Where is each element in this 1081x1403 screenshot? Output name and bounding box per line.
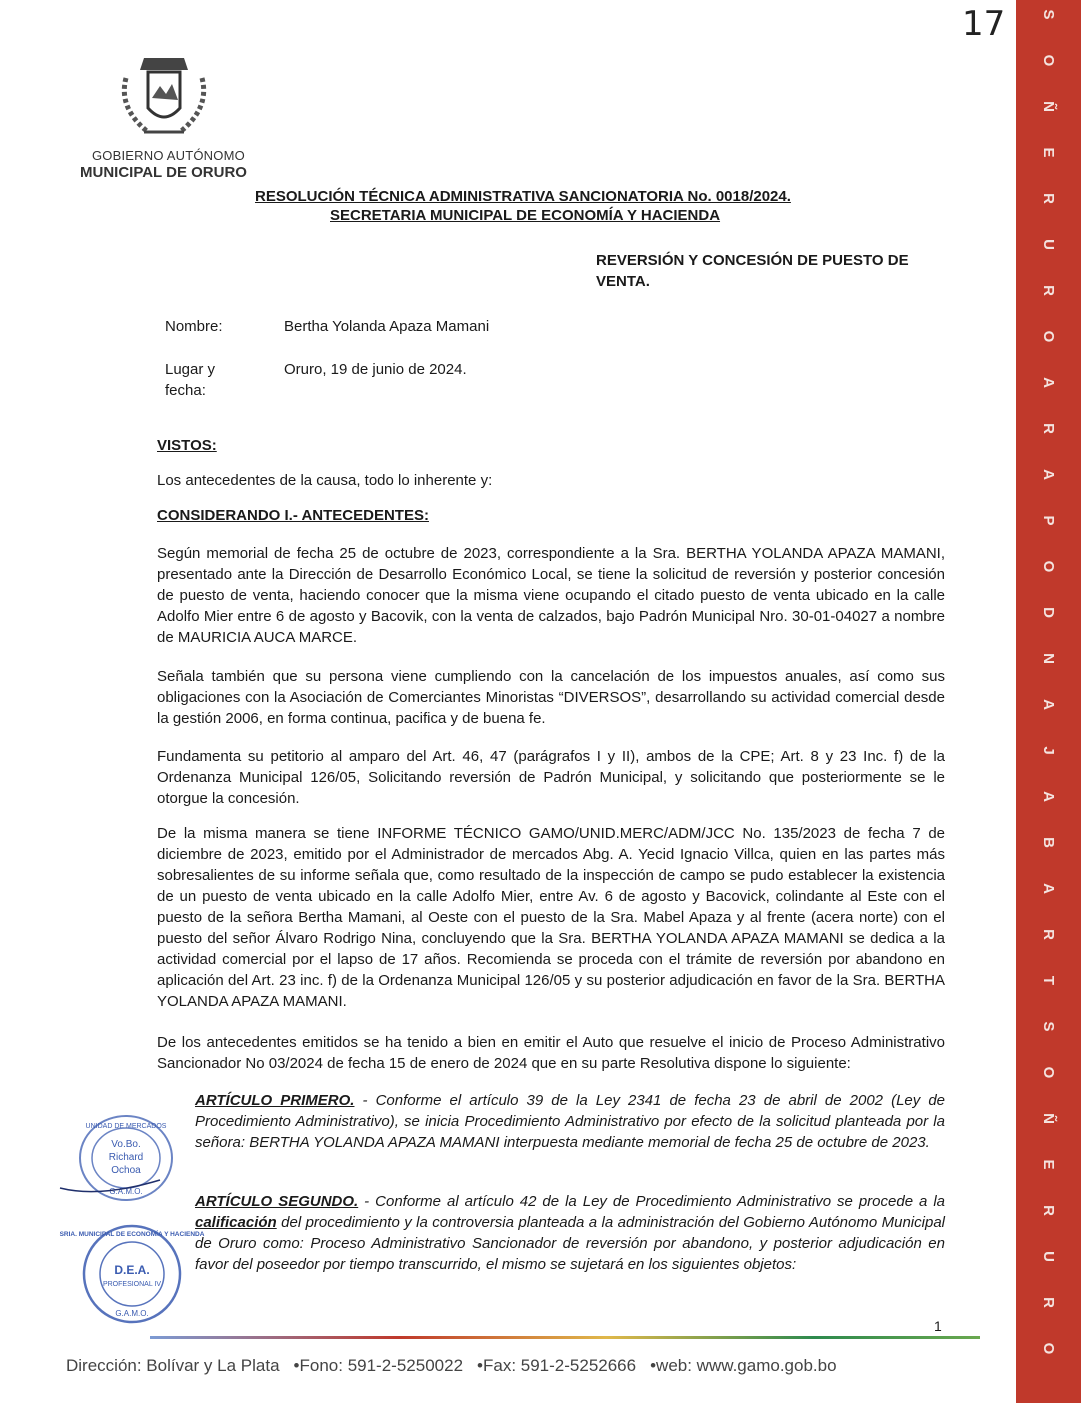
stamp2-ring-text: SRIA. MUNICIPAL DE ECONOMÍA Y HACIENDA xyxy=(59,1231,205,1238)
side-banner-letter: S xyxy=(1040,1021,1057,1032)
side-banner-letter: B xyxy=(1040,837,1057,848)
article-first xyxy=(195,1090,945,1153)
vistos-heading: VISTOS: xyxy=(157,437,217,454)
stamp1-bottom-text: G.A.M.O. xyxy=(109,1187,143,1196)
side-banner-letter: O xyxy=(1040,1342,1057,1355)
page-number: 1 xyxy=(934,1318,942,1334)
footer-separator: • xyxy=(293,1356,300,1375)
stamp2-center-text: D.E.A. xyxy=(114,1263,150,1277)
paragraph-5: De los antecedentes emitidos se ha tenido a bien en emitir el Auto que resuelve el inicio de Proceso Administrativo Sancionador No 03/2024 de fecha 15 de enero de 2024 que en su parte Resolutiva dispone lo siguiente: xyxy=(157,1034,945,1072)
side-banner-letter: O xyxy=(1040,1066,1057,1079)
side-banner-letter: U xyxy=(1040,239,1057,250)
name-label: Nombre: xyxy=(165,318,223,335)
stamp1-name2: Richard xyxy=(108,1152,144,1163)
article-second-emphasis: calificación xyxy=(195,1214,277,1231)
side-banner-letter: R xyxy=(1040,423,1057,434)
side-banner-letter: R xyxy=(1040,1297,1057,1308)
side-banner-letters xyxy=(1016,0,1081,1403)
footer-fax: Fax: 591-2-5252666 xyxy=(482,1356,637,1375)
place-date-label: Lugar y fecha: xyxy=(165,361,216,399)
municipal-coat-of-arms xyxy=(108,48,220,148)
economy-secretariat-stamp xyxy=(59,1222,205,1326)
side-banner-letter: A xyxy=(1040,699,1057,710)
article-second xyxy=(195,1191,945,1275)
paragraph-1: Según memorial de fecha 25 de octubre de 2023, correspondiente a la Sra. BERTHA YOLANDA APAZA MAMANI, presentado ante la Dirección de Desarrollo Económico Local, se tiene la solicitud de reversión y posterior concesión de puesto de venta, haciendo conocer que la misma viene ocupando el citado puesto de venta ubicado en la calle Adolfo Mier entre 6 de agosto y Bacovik, con la venta de calzados, bajo Padrón Municipal Nro. 30-01-04027 a nombre de MAURICIA AUCA MARCE. xyxy=(157,545,945,646)
article-second-text-a: - Conforme al artículo 42 de la Ley de Procedimiento Administrativo se procede a la xyxy=(358,1193,945,1210)
side-banner-letter: Ñ xyxy=(1040,101,1057,112)
side-banner-letter: A xyxy=(1040,791,1057,802)
document-subject: REVERSIÓN Y CONCESIÓN DE PUESTO DE VENTA. xyxy=(596,252,909,290)
handwritten-page-number: 17 xyxy=(962,4,1006,44)
stamp2-sub-text: PROFESIONAL IV xyxy=(102,1281,162,1288)
stamp1-top-text: UNIDAD DE MERCADOS xyxy=(85,1123,167,1130)
side-banner-letter: A xyxy=(1040,377,1057,388)
side-banner-letter: R xyxy=(1040,193,1057,204)
side-banner-letter: Ñ xyxy=(1040,1113,1057,1124)
org-name-line2: MUNICIPAL DE ORURO xyxy=(80,164,247,181)
name-value: Bertha Yolanda Apaza Mamani xyxy=(284,318,490,335)
side-banner-letter: A xyxy=(1040,883,1057,894)
side-banner-letter: O xyxy=(1040,54,1057,67)
paragraph-2: Señala también que su persona viene cumpliendo con la cancelación de los impuestos anuales, así como sus obligaciones con la Asociación de Comerciantes Minoristas “DIVERSOS”, desarrollando su actividad comercial desde la gestión 2006, en forma continua, pacifica y de buena fe. xyxy=(157,668,945,727)
document-subtitle: SECRETARIA MUNICIPAL DE ECONOMÍA Y HACIENDA xyxy=(330,207,721,224)
signature-stroke xyxy=(60,1180,160,1192)
side-banner-letter: J xyxy=(1040,746,1057,755)
org-name-line1: GOBIERNO AUTÓNOMO xyxy=(92,148,245,163)
side-banner-letter: A xyxy=(1040,469,1057,480)
side-banner-letter: P xyxy=(1040,515,1057,526)
side-banner-letter: E xyxy=(1040,147,1057,158)
side-banner-letter: O xyxy=(1040,330,1057,343)
stamp1-name3: Ochoa xyxy=(111,1165,141,1176)
footer-separator: • xyxy=(650,1356,657,1375)
side-banner xyxy=(1016,0,1081,1403)
footer-contact xyxy=(66,1356,837,1376)
market-unit-stamp xyxy=(60,1110,180,1210)
vistos-text: Los antecedentes de la causa, todo lo inherente y: xyxy=(157,472,493,489)
side-banner-letter: R xyxy=(1040,285,1057,296)
article-first-text: - Conforme el artículo 39 de la Ley 2341 de fecha 23 de abril de 2002 (Ley de Procedimiento Administrativo), se inicia Procedimiento Administrativo por efecto de la solicitud planteada por la señora: BERTHA YOLANDA APAZA MAMANI interpuesta mediante memorial de fecha 25 de octubre de 2023. xyxy=(195,1092,946,1151)
side-banner-letter: R xyxy=(1040,929,1057,940)
side-banner-letter: O xyxy=(1040,560,1057,573)
paragraph-3: Fundamenta su petitorio al amparo del Art. 46, 47 (parágrafos I y II), ambos de la CPE; Art. 8 y 23 Inc. f) de la Ordenanza Municipal 126/05, Solicitando reversión de Padrón Municipal, y solicitando que posteriormente se le otorgue la concesión. xyxy=(157,748,945,807)
footer-separator: • xyxy=(477,1356,483,1375)
side-banner-letter: U xyxy=(1040,1251,1057,1262)
considerando-heading: CONSIDERANDO I.- ANTECEDENTES: xyxy=(157,507,429,524)
side-banner-letter: T xyxy=(1040,975,1057,986)
article-second-text-b: del procedimiento y la controversia planteada a la administración del Gobierno Autónomo Municipal de Oruro como: Proceso Administrativo Sancionador de reversión por abandono, y posterior adjudicación en favor del poseedor por tiempo transcurrido, el mismo se sujetará en los siguientes objetos: xyxy=(195,1214,945,1273)
article-second-heading: ARTÍCULO SEGUNDO. xyxy=(195,1193,359,1210)
article-first-heading: ARTÍCULO PRIMERO. xyxy=(195,1092,355,1109)
paragraph-4: De la misma manera se tiene INFORME TÉCNICO GAMO/UNID.MERC/ADM/JCC No. 135/2023 de fecha 7 de diciembre de 2023, emitido por el Administrador de mercados Abg. A. Yecid Ignacio Villca, quien en las partes más sobresalientes de su informe señala que, como resultado de la inspección de campo se pudo establecer la existencia de un puesto de venta ubicado en la calle Adolfo Mier, entre Av. 6 de agosto y Bacovick, colindante al Este con el puesto de la señora Bertha Mamani, al Oeste con el puesto de la Sra. Mabel Apaza y al frente (acera norte) con el puesto del señor Álvaro Rodrigo Nina, concluyendo que la Sra. BERTHA YOLANDA APAZA MAMANI se dedica a la actividad comercial por el lapso de 17 años. Recomienda se proceda con el trámite de reversión por abandono en aplicación del Art. 23 inc. f) de la Ordenanza Municipal 126/05 y su posterior adjudicación en favor de la Sra. BERTHA YOLANDA APAZA MAMANI. xyxy=(157,825,945,1010)
stamp2-bottom-text: G.A.M.O. xyxy=(115,1309,149,1318)
document-title: RESOLUCIÓN TÉCNICA ADMINISTRATIVA SANCIONATORIA No. 0018/2024. xyxy=(255,188,791,205)
place-date-value: Oruro, 19 de junio de 2024. xyxy=(284,361,467,378)
footer-rule xyxy=(150,1336,980,1339)
footer-address: Dirección: Bolívar y La Plata xyxy=(66,1356,280,1375)
footer-web: web: www.gamo.gob.bo xyxy=(656,1356,837,1375)
stamp1-name1: Vo.Bo. xyxy=(111,1139,141,1150)
side-banner-letter: N xyxy=(1040,653,1057,664)
side-banner-letter: R xyxy=(1040,1205,1057,1216)
side-banner-letter: E xyxy=(1040,1159,1057,1170)
side-banner-letter: D xyxy=(1040,607,1057,618)
footer-phone: Fono: 591-2-5250022 xyxy=(299,1356,464,1375)
side-banner-letter: S xyxy=(1040,9,1057,20)
